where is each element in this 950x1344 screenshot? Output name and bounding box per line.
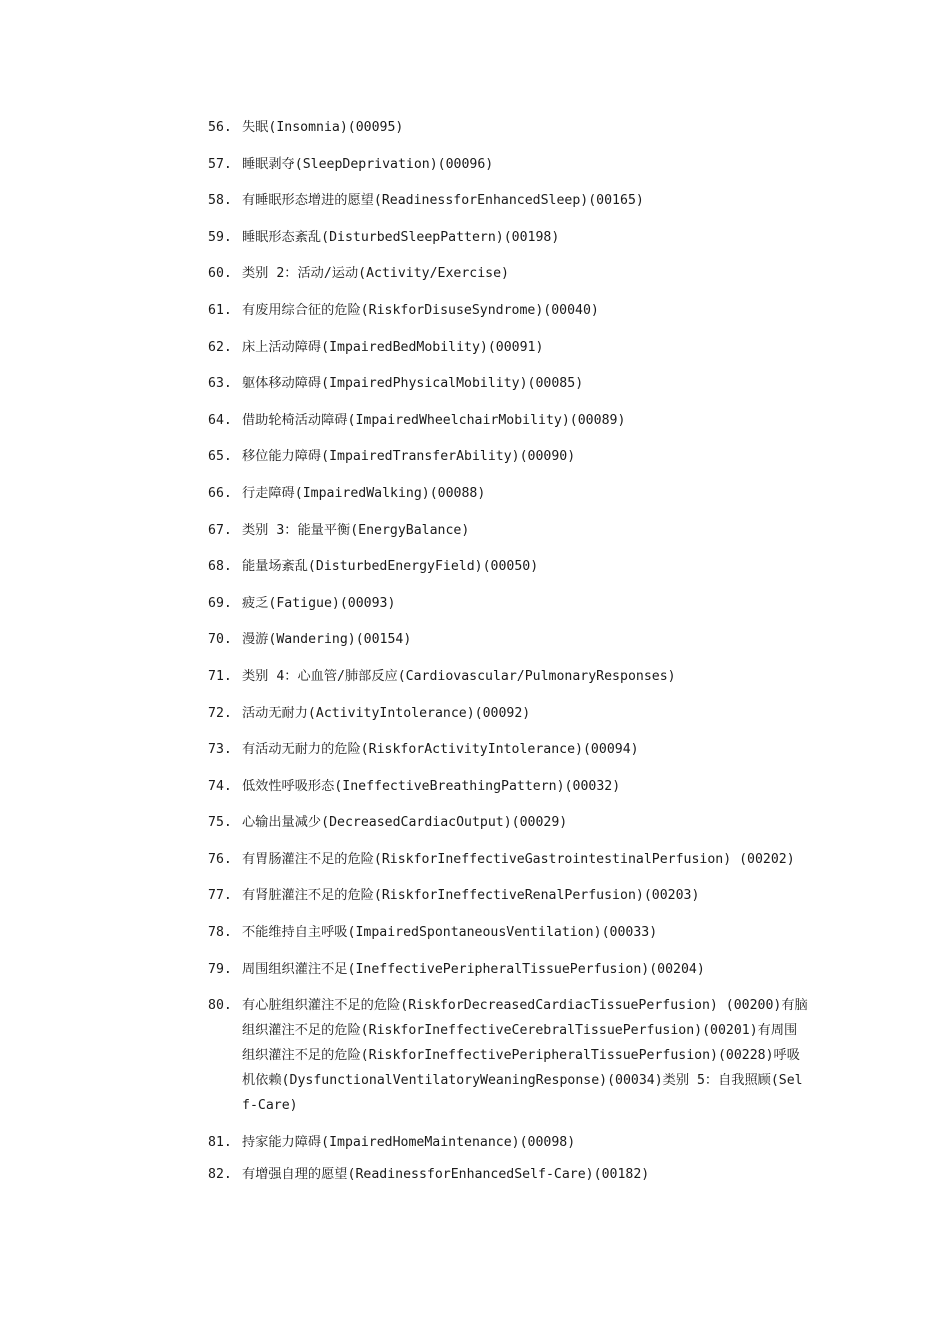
- item-number: 70.: [208, 632, 232, 648]
- list-item: [208, 188, 808, 213]
- item-text: 类别 4：心血管/肺部反应(Cardiovascular/PulmonaryResponses): [242, 668, 676, 684]
- list-item: [208, 152, 808, 177]
- item-number: 57.: [208, 156, 232, 172]
- item-text: 床上活动障碍(ImpairedBedMobility)(00091): [242, 339, 544, 355]
- item-number: 74.: [208, 778, 232, 794]
- item-number: 75.: [208, 815, 232, 831]
- item-text: 能量场紊乱(DisturbedEnergyField)(00050): [242, 559, 539, 575]
- list-item: [208, 774, 808, 799]
- list-item: [208, 957, 808, 982]
- list-item: [208, 335, 808, 360]
- list-item: [208, 371, 808, 396]
- list-item: [208, 1162, 808, 1187]
- item-number: 60.: [208, 266, 232, 282]
- list-item: [208, 847, 808, 872]
- item-number: 62.: [208, 339, 232, 355]
- item-number: 78.: [208, 925, 232, 941]
- diagnosis-list: [208, 115, 808, 1198]
- item-number: 80.: [208, 998, 232, 1014]
- list-item: [208, 481, 808, 506]
- list-item: [208, 627, 808, 652]
- item-text: 持家能力障碍(ImpairedHomeMaintenance)(00098): [242, 1134, 576, 1150]
- item-number: 63.: [208, 376, 232, 392]
- list-item: [208, 444, 808, 469]
- item-text: 躯体移动障碍(ImpairedPhysicalMobility)(00085): [242, 376, 584, 392]
- item-text: 行走障碍(ImpairedWalking)(00088): [242, 485, 486, 501]
- item-text: 失眠(Insomnia)(00095): [242, 120, 404, 135]
- item-number: 77.: [208, 888, 232, 904]
- item-text: 有废用综合征的危险(RiskforDisuseSyndrome)(00040): [242, 302, 599, 318]
- item-text: 疲乏(Fatigue)(00093): [242, 595, 396, 611]
- list-item: [208, 408, 808, 433]
- item-number: 56.: [208, 120, 232, 135]
- list-item: [208, 261, 808, 286]
- item-text: 有肾脏灌注不足的危险(RiskforIneffectiveRenalPerfusion)(00203): [242, 888, 700, 904]
- item-number: 76.: [208, 851, 232, 867]
- item-text: 漫游(Wandering)(00154): [242, 632, 412, 648]
- item-text: 低效性呼吸形态(IneffectiveBreathingPattern)(00032): [242, 778, 621, 794]
- item-number: 79.: [208, 961, 232, 977]
- item-number: 81.: [208, 1134, 232, 1150]
- list-item: [208, 554, 808, 579]
- list-item: [208, 737, 808, 762]
- item-text: 有增强自理的愿望(ReadinessforEnhancedSelf-Care)(00182): [242, 1166, 650, 1182]
- list-item: [208, 664, 808, 689]
- list-item: [208, 883, 808, 908]
- item-text: 睡眠剥夺(SleepDeprivation)(00096): [242, 156, 494, 172]
- list-item: [208, 225, 808, 250]
- item-text: 周围组织灌注不足(IneffectivePeripheralTissuePerfusion)(00204): [242, 961, 705, 977]
- list-item: [208, 115, 808, 140]
- item-number: 71.: [208, 668, 232, 684]
- list-item: [208, 701, 808, 726]
- item-number: 69.: [208, 595, 232, 611]
- item-number: 82.: [208, 1166, 232, 1182]
- item-text: 移位能力障碍(ImpairedTransferAbility)(00090): [242, 449, 576, 465]
- list-item: [208, 1130, 808, 1155]
- list-item: [208, 993, 808, 1118]
- item-number: 64.: [208, 412, 232, 428]
- item-text: 活动无耐力(ActivityIntolerance)(00092): [242, 705, 531, 721]
- item-text: 睡眠形态紊乱(DisturbedSleepPattern)(00198): [242, 229, 560, 245]
- list-item: [208, 298, 808, 323]
- item-text: 有心脏组织灌注不足的危险(RiskforDecreasedCardiacTissuePerfusion) (00200)有脑组织灌注不足的危险(RiskforIneffectiveCerebralTissuePerfusion)(00201)有周围组织灌注不足的危险(RiskforIneffectivePeripheralTissuePerfusion)(00228)呼吸机依赖(DysfunctionalVentilatoryWeaningResponse)(00034)类别 5：自我照顾(Self-Care): [242, 998, 808, 1114]
- item-text: 借助轮椅活动障碍(ImpairedWheelchairMobility)(00089): [242, 412, 626, 428]
- list-item: [208, 518, 808, 543]
- item-number: 66.: [208, 485, 232, 501]
- item-text: 有睡眠形态增进的愿望(ReadinessforEnhancedSleep)(00165): [242, 193, 644, 209]
- item-number: 72.: [208, 705, 232, 721]
- list-item: [208, 810, 808, 835]
- list-item: [208, 591, 808, 616]
- item-number: 67.: [208, 522, 232, 538]
- item-text: 类别 3：能量平衡(EnergyBalance): [242, 522, 470, 538]
- item-text: 有活动无耐力的危险(RiskforActivityIntolerance)(00094): [242, 742, 639, 758]
- item-text: 心输出量减少(DecreasedCardiacOutput)(00029): [242, 815, 568, 831]
- item-number: 59.: [208, 229, 232, 245]
- item-text: 有胃肠灌注不足的危险(RiskforIneffectiveGastrointestinalPerfusion) (00202): [242, 851, 795, 867]
- list-item: [208, 920, 808, 945]
- item-number: 73.: [208, 742, 232, 758]
- item-number: 58.: [208, 193, 232, 209]
- item-text: 不能维持自主呼吸(ImpairedSpontaneousVentilation)(00033): [242, 925, 658, 941]
- item-number: 65.: [208, 449, 232, 465]
- item-text: 类别 2：活动/运动(Activity/Exercise): [242, 266, 509, 282]
- item-number: 68.: [208, 559, 232, 575]
- item-number: 61.: [208, 302, 232, 318]
